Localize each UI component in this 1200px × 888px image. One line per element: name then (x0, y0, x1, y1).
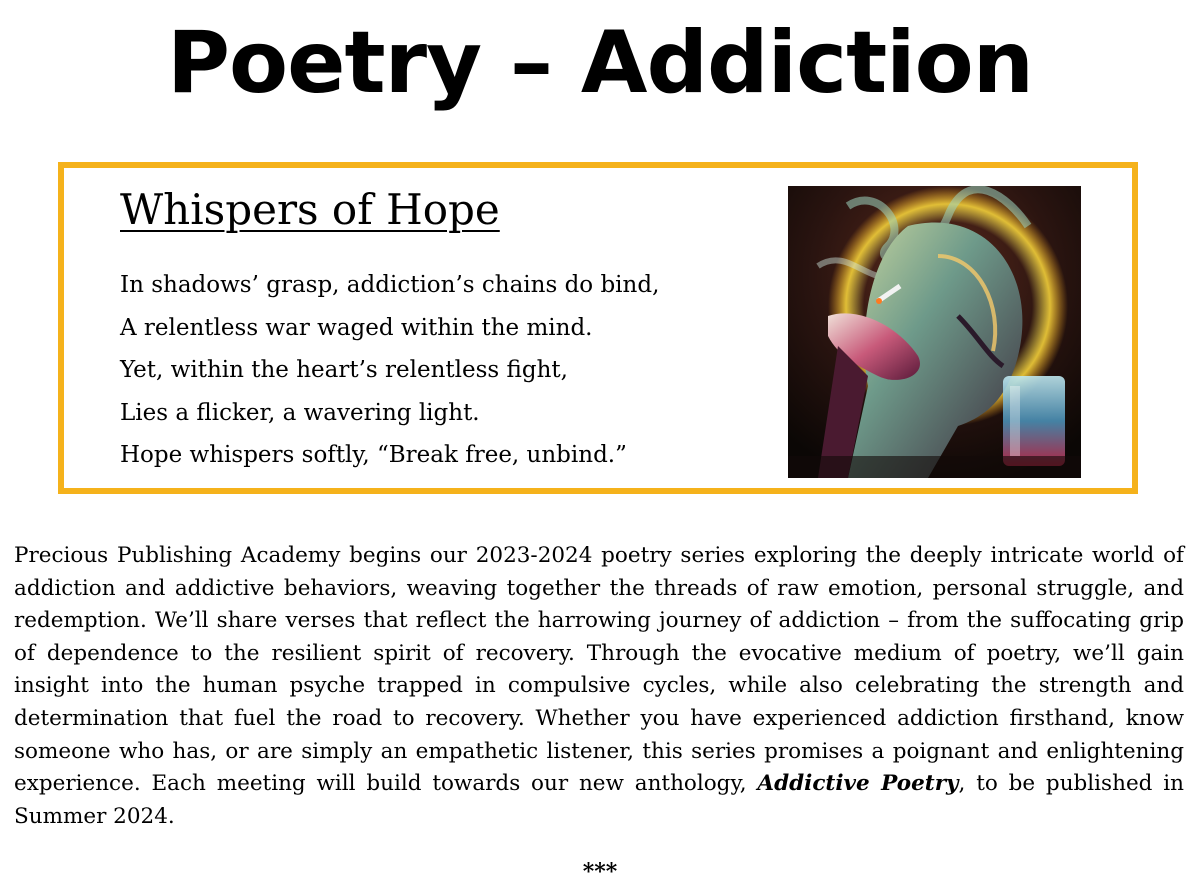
poem-line: Yet, within the heart’s relentless fight, (120, 357, 568, 383)
description-text-end: , to be published in Summer 2024. (14, 771, 1184, 829)
poem-title: Whispers of Hope (120, 185, 500, 234)
poem-line: In shadows’ grasp, addiction’s chains do bind, (120, 272, 660, 298)
poem-box (58, 162, 1138, 494)
anthology-title: Addictive Poetry (757, 771, 959, 797)
series-description (14, 540, 1184, 833)
poem-line: Lies a flicker, a wavering light. (120, 399, 480, 426)
poem-line: Hope whispers softly, “Break free, unbind.” (120, 442, 627, 468)
poem-lines (120, 264, 659, 477)
description-text: Precious Publishing Academy begins our 2023-2024 poetry series exploring the deeply intricate world of addiction and addictive behaviors, weaving together the threads of raw emotion, personal struggle, and redemption. We’ll share verses that reflect the harrowing journey of addiction – from the suffocating grip of dependence to the resilient spirit of recovery. Through the evocative medium of poetry, we’ll gain insight into the human psyche trapped in compulsive cycles, while also celebrating the strength and determination that fuel the road to recovery. Whether you have experienced addiction firsthand, know someone who has, or are simply an empathetic listener, this series promises a poignant and enlightening experience. Each meeting will build towards our new anthology, (14, 543, 1184, 797)
section-separator: *** (582, 859, 618, 885)
poem-line: A relentless war waged within the mind. (120, 314, 593, 341)
poem-illustration (788, 186, 1081, 478)
page-title: Poetry – Addiction (167, 13, 1033, 113)
